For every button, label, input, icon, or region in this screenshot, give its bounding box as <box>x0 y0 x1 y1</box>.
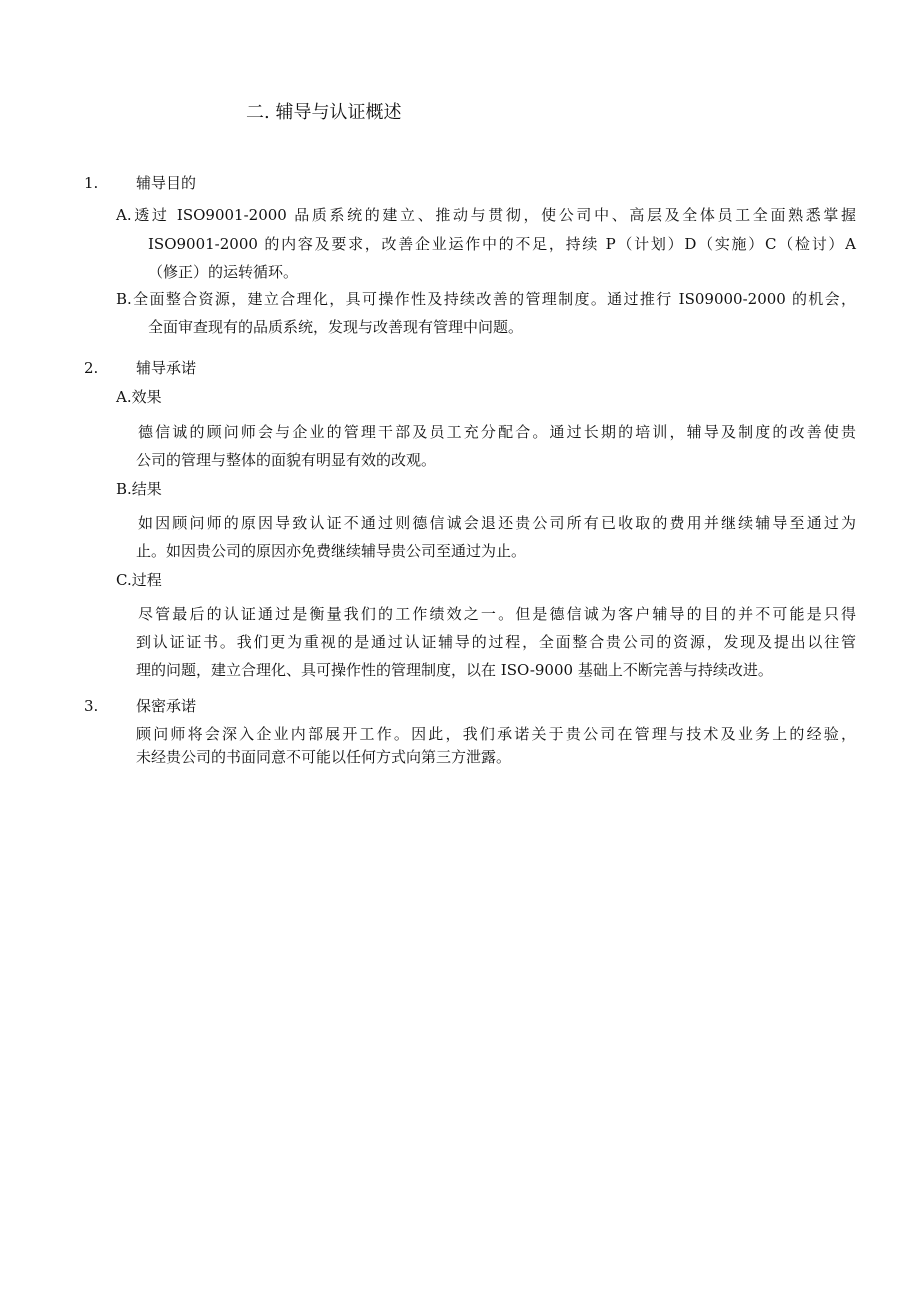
commitment-c-line-3: 理的问题，建立合理化、具可操作性的管理制度，以在 ISO-9000 基础上不断完善与持续改进。 <box>136 661 773 679</box>
section-heading-commitment: 辅导承诺 <box>136 359 197 377</box>
commitment-a-label: A.效果 <box>116 388 162 406</box>
commitment-a-line-1: 德信诚的顾问师会与企业的管理干部及员工充分配合。通过长期的培训，辅导及制度的改善使贵 <box>138 423 856 441</box>
section-number-3: 3. <box>84 697 99 715</box>
commitment-b-line-1: 如因顾问师的原因导致认证不通过则德信诚会退还贵公司所有已收取的费用并继续辅导至通过为 <box>138 514 856 532</box>
purpose-a-line-1: A.透过 ISO9001-2000 品质系统的建立、推动与贯彻，使公司中、高层及全体员工全面熟悉掌握 <box>116 206 856 224</box>
section-number-2: 2. <box>84 359 99 377</box>
confidentiality-line-1: 顾问师将会深入企业内部展开工作。因此，我们承诺关于贵公司在管理与技术及业务上的经验， <box>136 725 856 743</box>
commitment-c-line-1: 尽管最后的认证通过是衡量我们的工作绩效之一。但是德信诚为客户辅导的目的并不可能是只得 <box>138 605 856 623</box>
commitment-c-line-2: 到认证证书。我们更为重视的是通过认证辅导的过程，全面整合贵公司的资源，发现及提出以往管 <box>136 633 856 651</box>
confidentiality-line-2: 未经贵公司的书面同意不可能以任何方式向第三方泄露。 <box>136 748 512 766</box>
section-number-1: 1. <box>84 174 99 192</box>
section-heading-purpose: 辅导目的 <box>136 174 197 192</box>
purpose-b-line-1: B.全面整合资源，建立合理化，具可操作性及持续改善的管理制度。通过推行 IS09000-2000 的机会， <box>116 290 856 308</box>
purpose-a-line-3: （修正）的运转循环。 <box>148 263 299 281</box>
section-title: 二. 辅导与认证概述 <box>246 102 402 123</box>
commitment-b-label: B.结果 <box>116 480 162 498</box>
commitment-a-line-2: 公司的管理与整体的面貌有明显有效的改观。 <box>136 451 437 469</box>
purpose-a-line-2: ISO9001-2000 的内容及要求，改善企业运作中的不足，持续 P（计划）D（实施）C（检讨）A <box>148 235 856 253</box>
commitment-b-line-2: 止。如因贵公司的原因亦免费继续辅导贵公司至通过为止。 <box>136 542 527 560</box>
section-heading-confidentiality: 保密承诺 <box>136 697 197 715</box>
purpose-b-line-2: 全面审查现有的品质系统，发现与改善现有管理中问题。 <box>148 318 524 336</box>
commitment-c-label: C.过程 <box>116 571 162 589</box>
